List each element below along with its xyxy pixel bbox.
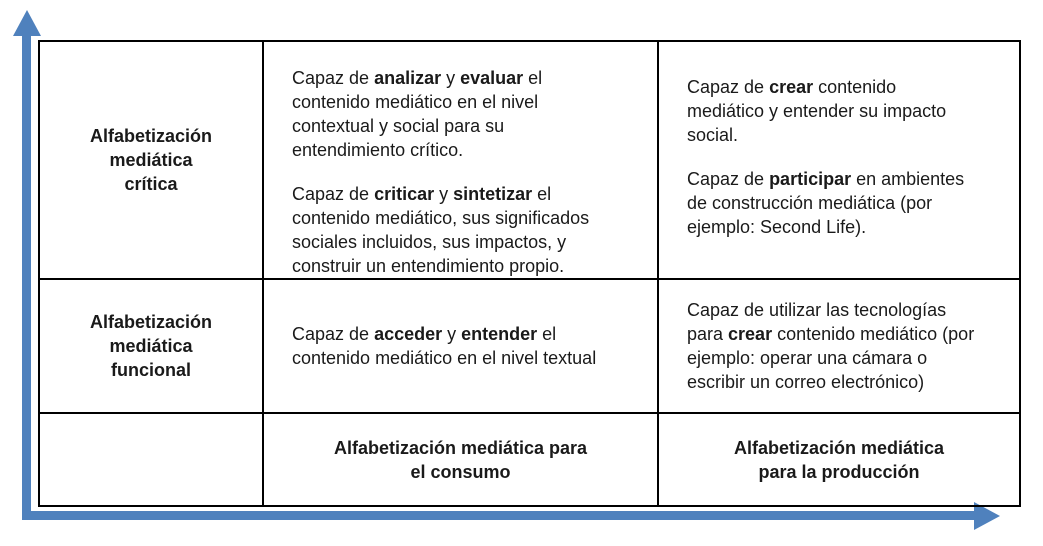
cell-empty-corner	[39, 413, 263, 506]
x-axis-line	[22, 511, 978, 520]
cell-functional-consumption: Capaz de acceder y entender el contenido mediático en el nivel textual	[263, 279, 658, 413]
cell-critical-production: Capaz de crear contenido mediático y entender su impacto social. Capaz de participar en ambientes de construcción mediática (por ejemplo: Second Life).	[658, 41, 1020, 279]
cell-critical-consumption: Capaz de analizar y evaluar el contenido mediático en el nivel contextual y social para su entendimiento crítico. Capaz de criticar y sintetizar el contenido mediático, sus significados sociales incluidos, sus impactos, y construir un entendimiento propio.	[263, 41, 658, 279]
row-header-functional-literacy: Alfabetización mediática funcional	[39, 279, 263, 413]
cell-functional-production: Capaz de utilizar las tecnologías para crear contenido mediático (por ejemplo: operar una cámara o escribir un correo electrónico)	[658, 279, 1020, 413]
row-header-critical-literacy: Alfabetización mediática crítica	[39, 41, 263, 279]
up-arrow-icon	[13, 10, 41, 36]
y-axis-line	[22, 30, 31, 520]
column-label-production: Alfabetización mediática para la producción	[658, 413, 1020, 506]
table-row-column-labels	[39, 413, 1020, 506]
media-literacy-matrix	[38, 40, 1021, 507]
table-row-critical	[39, 41, 1020, 279]
table-row-functional	[39, 279, 1020, 413]
column-label-consumption: Alfabetización mediática para el consumo	[263, 413, 658, 506]
